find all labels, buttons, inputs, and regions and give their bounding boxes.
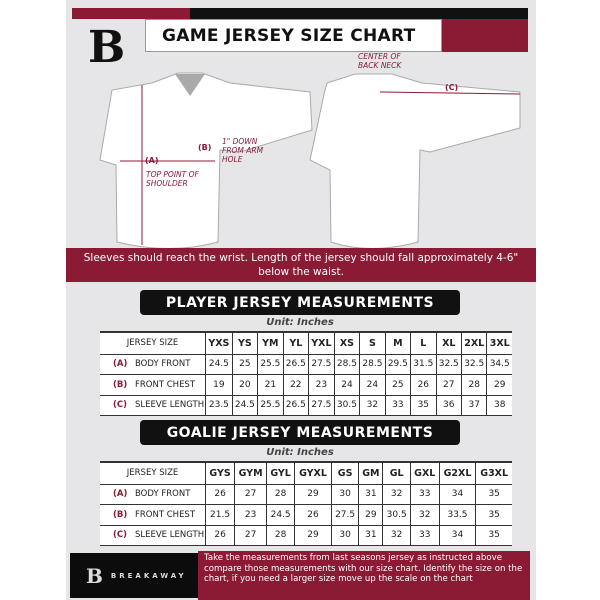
- table-cell: 27: [235, 525, 267, 546]
- table-cell: 30: [331, 484, 358, 505]
- row-code: (C): [113, 400, 128, 411]
- table-cell: 33: [385, 395, 410, 416]
- row-code: (B): [113, 509, 128, 520]
- table-cell: 34: [439, 484, 476, 505]
- table-cell: 24.5: [232, 395, 257, 416]
- size-header: GS: [331, 462, 358, 484]
- table-cell: 24: [334, 375, 359, 396]
- table-cell: 32.5: [436, 354, 461, 375]
- row-label: [100, 375, 206, 396]
- table-cell: 26: [411, 375, 436, 396]
- size-header: M: [385, 332, 410, 354]
- size-header: YXL: [309, 332, 335, 354]
- size-header: XL: [436, 332, 461, 354]
- note-c: CENTER OF BACK NECK: [358, 52, 402, 70]
- table-cell: 29: [295, 484, 332, 505]
- table-cell: 27: [436, 375, 461, 396]
- table-cell: 27.5: [309, 354, 335, 375]
- size-header: GYM: [235, 462, 267, 484]
- size-header: G2XL: [439, 462, 476, 484]
- footer-instructions: Take the measurements from last seasons jersey as instructed above compare those measurements with our size chart. Identify the size on the chart, if you need a larger size move up the scale on the chart: [198, 551, 530, 600]
- size-header: XS: [334, 332, 359, 354]
- title-accent: [442, 19, 528, 52]
- table-cell: 28.5: [334, 354, 359, 375]
- table-cell: 31.5: [411, 354, 436, 375]
- size-header: S: [360, 332, 385, 354]
- row-name: FRONT CHEST: [135, 509, 196, 520]
- jersey-diagram: [90, 60, 530, 250]
- table-cell: 31: [359, 484, 383, 505]
- note-a: TOP POINT OF SHOULDER: [146, 170, 199, 188]
- table-cell: 32: [383, 525, 410, 546]
- table-cell: 38: [487, 395, 512, 416]
- page-title: GAME JERSEY SIZE CHART: [145, 19, 442, 52]
- brand-logo: B: [88, 22, 126, 73]
- table-cell: 35: [476, 505, 512, 526]
- table-cell: 32.5: [461, 354, 486, 375]
- size-header: G3XL: [476, 462, 512, 484]
- size-header: GL: [383, 462, 410, 484]
- size-header: YXS: [206, 332, 233, 354]
- table-cell: 21: [258, 375, 283, 396]
- table-cell: 26: [206, 484, 235, 505]
- size-header: GYS: [206, 462, 235, 484]
- row-label: [100, 525, 206, 546]
- banner-text: Sleeves should reach the wrist. Length of the jersey should fall approximately 4-6" below the waist.: [83, 252, 519, 278]
- table-cell: 28: [267, 525, 295, 546]
- table-cell: 28: [267, 484, 295, 505]
- goalie-unit: Unit: Inches: [266, 447, 334, 458]
- table-cell: 26.5: [283, 395, 308, 416]
- fit-instructions-banner: [66, 248, 536, 282]
- table-cell: 35: [476, 484, 512, 505]
- back-jersey: [310, 74, 520, 249]
- row-code: (A): [113, 489, 128, 500]
- size-header: YL: [283, 332, 308, 354]
- size-header: 2XL: [461, 332, 486, 354]
- row-name: SLEEVE LENGTH: [135, 530, 205, 541]
- player-size-table: [100, 331, 512, 416]
- row-code: (A): [113, 359, 128, 370]
- footer-brand-name: BREAKAWAY: [110, 571, 187, 580]
- table-cell: 23: [309, 375, 335, 396]
- header-stripe-black: [190, 8, 528, 19]
- table-cell: 26.5: [283, 354, 308, 375]
- table-cell: 29: [487, 375, 512, 396]
- table-cell: 26: [206, 525, 235, 546]
- row-label: [100, 484, 206, 505]
- table-row: [100, 505, 512, 526]
- header-label: JERSEY SIZE: [126, 338, 179, 349]
- size-header: YS: [232, 332, 257, 354]
- table-cell: 25.5: [258, 395, 283, 416]
- table-cell: 25: [385, 375, 410, 396]
- table-header-row: [100, 462, 512, 484]
- table-cell: 29: [295, 525, 332, 546]
- size-header: GYXL: [295, 462, 332, 484]
- footer-brand: [70, 553, 198, 598]
- row-code: (C): [113, 530, 128, 541]
- row-name: BODY FRONT: [135, 359, 191, 370]
- table-cell: 28.5: [360, 354, 385, 375]
- size-header: YM: [258, 332, 283, 354]
- table-cell: 32: [383, 484, 410, 505]
- table-cell: 19: [206, 375, 233, 396]
- table-cell: 33: [410, 525, 439, 546]
- table-cell: 24.5: [206, 354, 233, 375]
- table-cell: 32: [360, 395, 385, 416]
- size-header: 3XL: [487, 332, 512, 354]
- table-cell: 36: [436, 395, 461, 416]
- size-header: L: [411, 332, 436, 354]
- label-a: (A): [145, 156, 159, 165]
- table-cell: 27: [235, 484, 267, 505]
- row-label: [100, 395, 206, 416]
- table-cell: 24: [360, 375, 385, 396]
- table-cell: 30.5: [383, 505, 410, 526]
- label-c: (C): [445, 83, 459, 92]
- table-cell: 26: [295, 505, 332, 526]
- table-cell: 20: [232, 375, 257, 396]
- table-cell: 29.5: [385, 354, 410, 375]
- size-header: GYL: [267, 462, 295, 484]
- table-cell: 22: [283, 375, 308, 396]
- table-cell: 37: [461, 395, 486, 416]
- table-cell: 30: [331, 525, 358, 546]
- table-cell: 25.5: [258, 354, 283, 375]
- table-cell: 28: [461, 375, 486, 396]
- table-header-row: [100, 332, 512, 354]
- row-label: [100, 505, 206, 526]
- row-name: BODY FRONT: [135, 489, 191, 500]
- header-label: JERSEY SIZE: [126, 468, 179, 479]
- size-header: GM: [359, 462, 383, 484]
- table-cell: 35: [411, 395, 436, 416]
- goalie-size-table: [100, 461, 512, 546]
- table-cell: 23: [235, 505, 267, 526]
- table-row: [100, 484, 512, 505]
- note-b: 1" DOWN FROM ARM HOLE: [222, 137, 264, 164]
- header-stripe-maroon: [72, 8, 190, 19]
- table-cell: 31: [359, 525, 383, 546]
- table-row: [100, 354, 512, 375]
- row-label: [100, 354, 206, 375]
- table-cell: 27.5: [309, 395, 335, 416]
- row-name: FRONT CHEST: [135, 379, 196, 390]
- table-cell: 33.5: [439, 505, 476, 526]
- goalie-heading: GOALIE JERSEY MEASUREMENTS: [140, 420, 460, 445]
- table-cell: 27.5: [331, 505, 358, 526]
- footer-logo: B: [86, 563, 103, 588]
- table-row: [100, 395, 512, 416]
- table-row: [100, 525, 512, 546]
- label-b: (B): [198, 143, 212, 152]
- table-cell: 34: [439, 525, 476, 546]
- table-cell: 21.5: [206, 505, 235, 526]
- table-cell: 35: [476, 525, 512, 546]
- row-code: (B): [113, 379, 128, 390]
- table-cell: 33: [410, 484, 439, 505]
- row-name: SLEEVE LENGTH: [135, 400, 205, 411]
- table-row: [100, 375, 512, 396]
- table-cell: 29: [359, 505, 383, 526]
- player-heading: PLAYER JERSEY MEASUREMENTS: [140, 290, 460, 315]
- table-cell: 23.5: [206, 395, 233, 416]
- table-cell: 25: [232, 354, 257, 375]
- size-header: GXL: [410, 462, 439, 484]
- table-cell: 34.5: [487, 354, 512, 375]
- player-unit: Unit: Inches: [266, 317, 334, 328]
- table-cell: 24.5: [267, 505, 295, 526]
- table-cell: 32: [410, 505, 439, 526]
- table-cell: 30.5: [334, 395, 359, 416]
